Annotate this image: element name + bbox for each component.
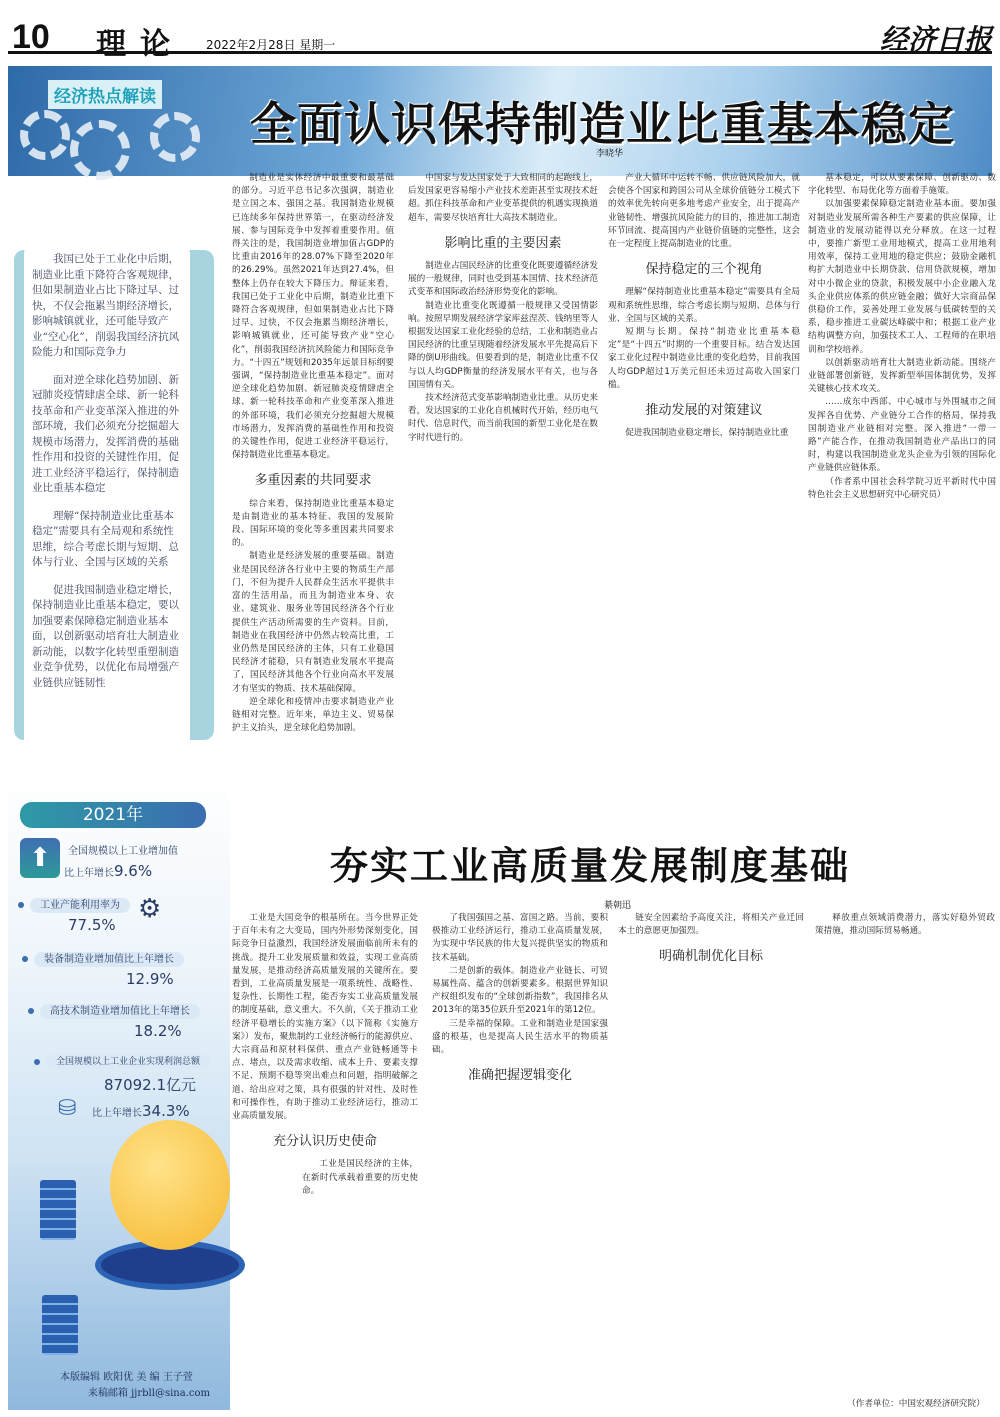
summary-point: 理解“保持制造业比重基本稳定”需要具有全局观和系统性思维，综合考虑长期与短期、总体与行业、全国与区域的关系	[32, 509, 179, 568]
paragraph: 短期与长期。保持“制造业比重基本稳定”是“十四五”时期的一个重要目标。结合发达国家工业化过程中制造业比重的变化趋势，目前我国人均GDP超过1万美元但还未迈过高收入国家门槛。	[608, 327, 800, 390]
paragraph: 链安全因素给予高度关注，将相关产业迁回本土的意愿更加强烈。	[618, 913, 804, 937]
article1-column-2	[408, 172, 598, 812]
article1-column-3	[608, 172, 800, 812]
summary-point: 促进我国制造业稳定增长，保持制造业比重基本稳定，要以加强要素保障稳定制造业基本面，以创新驱动培育壮大制造业新动能，以数字化转型重塑制造业竞争优势，以优化布局增强产业链供应链韧性	[32, 583, 179, 689]
page-number: 10	[12, 18, 50, 56]
stat-prefix: 比上年增长	[92, 1108, 142, 1119]
paragraph: 制造业比重变化既遵循一般规律又受国情影响。按照早期发展经济学家库兹涅茨、钱纳里等人根据发达国家工业化经验的总结，工业和制造业占国民经济的比重呈现随着经济发展水平先提高后下降的倒U形曲线。但要看到的是，制造业比重不仅与以人均GDP衡量的经济发展水平有关，也与各国国情有关。	[408, 300, 598, 390]
subheading: 准确把握逻辑变化	[467, 1068, 572, 1084]
server-icon	[40, 1180, 76, 1240]
gear-icon	[70, 120, 130, 180]
robot-arm-icon: ⚙	[138, 894, 162, 924]
article1-column-4	[808, 172, 996, 812]
paragraph: 了我国强国之基、富国之路。当前，要积极推动工业经济运行，推动工业高质量发展，为实现中华民族的伟大复兴提供坚实的物质和技术基础。	[432, 913, 608, 963]
page-header	[8, 14, 992, 62]
paragraph: 产业大循环中运转不畅、供应链风险加大，就会使各个国家和跨国公司从全球价值链分工模式下的效率优先转向更多地考虑产业安全，出于提高产业链韧性、增强抗风险能力的目的，推进加工制造环节回流、提高国内产业链价值链的完整性，这会在一定程度上提高制造业的比重。	[608, 173, 800, 250]
article2-column-4	[815, 912, 995, 1412]
article2-column-1	[232, 912, 418, 1412]
paragraph: 基本稳定，可以从要素保障、创新驱动、数字化转型、布局优化等方面着手施策。	[808, 173, 996, 197]
stat-label: 高技术制造业增加值比上年增长	[40, 1004, 200, 1019]
summary-point: 面对逆全球化趋势加剧、新冠肺炎疫情肆虐全球、新一轮科技革命和产业变革深入推进的外部环境，我们必须充分挖掘超大规模市场潜力，发挥消费的基础性作用和投资的关键性作用，促进工业经济平稳运行，保持制造业比重基本稳定	[32, 373, 179, 494]
paragraph: 促进我国制造业稳定增长，保持制造业比重	[625, 428, 789, 439]
stat-label: 装备制造业增加值比上年增长	[34, 952, 184, 967]
stat-value: 77.5%	[68, 916, 116, 934]
paragraph: ……成东中西部、中心城市与外围城市之间发挥各自优势、产业链分工合作的格局，保持我国制造业产业链相对完整。深入推进“一带一路”产能合作，在推动我国制造业产品出口的同时，构建以我国制造业龙头企业为引领的国际化产业链供应链体系。	[808, 397, 996, 474]
masthead-logo: 经济日报	[879, 23, 992, 56]
paragraph: 释放重点领域消费潜力，落实好稳外贸政策措施，推动国际贸易畅通。	[815, 913, 995, 937]
stat-prefix: 比上年增长	[64, 868, 114, 879]
article1-column-1	[232, 172, 394, 812]
paragraph: 理解“保持制造业比重基本稳定”需要具有全局观和系统性思维，综合考虑长期与短期、总体与行业、全国与区域的关系。	[608, 287, 800, 324]
subheading: 影响比重的主要因素	[444, 235, 562, 251]
paragraph: 制造业是经济发展的重要基础。制造业是国民经济各行业中主要的物质生产部门，不但为提升人民群众生活水平提供丰富的生活用品，而且为制造业本身、农业、建筑业、服务业等国民经济各个行业提供生产活动所需要的生产资料。目前，制造业在我国经济中仍然占较高比重，工业仍然是国民经济的主体，只有工业稳国民经济才能稳，只有制造业发展水平提高了，国民经济其他各个行业向高水平发展才有坚实的物质、技术基础保障。	[232, 551, 394, 694]
paragraph: 二是创新的载体。制造业产业链长、可贸易属性高、蕴含的创新要素多。根据世界知识产权组织发布的“全球创新指数”，我国排名从2013年的第35位跃升至2021年的第12位。	[432, 965, 608, 1016]
paragraph: 工业是大国竞争的根基所在。当今世界正处于百年未有之大变局，国内外形势深刻变化，国际竞争日益激烈，我国经济发展面临前所未有的挑战。提升工业发展质量和效益，实现工业高质量发展，是推动经济高质量发展的关键所在。要看到，工业高质量发展是一项系统性、战略性、复杂性、长期性工程，能否夯实工业高质量发展的制度基础，意义重大。不久前，《关于推动工业经济平稳增长的实施方案》（以下简称《实施方案》）发布，聚焦制约工业经济畅行的能源供应、大宗商品和原材料保供、重点产业链畅通等卡点、堵点，以及需求收缩、成本上升、要素支撑不足、预期不稳等突出难点和问题，指明破解之道、给出应对之策，具有很强的针对性、及时性和可操作性，有助于推动工业经济运行，推动工业高质量发展。	[232, 913, 418, 1122]
stat-label: 全国规模以上工业增加值	[68, 846, 178, 857]
column-tag: 经济热点解读	[48, 80, 162, 109]
stat-label: 全国规模以上工业企业实现利润总额	[46, 1055, 210, 1069]
subheading: 多重因素的共同要求	[254, 473, 372, 489]
gear-icon	[150, 112, 200, 162]
article2-author: 綦朝迅	[604, 901, 632, 911]
paragraph: 制造业是实体经济中最重要和最基础的部分。习近平总书记多次强调，制造业是立国之本、强国之基。我国制造业规模已连续多年保持世界第一，在驱动经济发展、参与国际竞争中发挥着重要作用。值得关注的是，我国制造业增加值占GDP的比重由2016年的28.07%下降至2020年的26.29%。虽然2021年达到27.4%，但整体上仍存在较大下降压力。辩证来看，我国已处于工业化中后期，制造业比重下降符合客观规律，但如果制造业占比下降过早、过快，不仅会拖累当期经济增长，影响城镇就业，还可能导致产业“空心化”，削弱我国经济抗风险能力和国际竞争力。“十四五”规划和2035年远景目标纲要强调，“保持制造业比重基本稳定”。面对逆全球化趋势加剧、新冠肺炎疫情肆虐全球、新一轮科技革命和产业变革深入推进的外部环境，我们必须充分挖掘超大规模市场潜力，发挥消费的基础性作用和投资的关键性作用，促进工业经济平稳运行，保持制造业比重基本稳定。	[232, 173, 394, 461]
submission-email[interactable]: 来稿邮箱 jjrbll@sina.com	[88, 1388, 210, 1399]
coins-icon: ⛁	[58, 1096, 77, 1121]
subheading: 保持稳定的三个视角	[645, 262, 763, 278]
article1-title: 全面认识保持制造业比重基本稳定	[250, 97, 955, 151]
stat-value: 87092.1亿元	[104, 1076, 197, 1094]
paragraph: 综合来看，保持制造业比重基本稳定是由制造业的基本特征、我国的发展阶段、国际环境的变化等多重因素共同要求的。	[232, 498, 394, 549]
subheading: 推动发展的对策建议	[645, 403, 763, 419]
paragraph: 以加强要素保障稳定制造业基本面。要加强对制造业发展所需各种生产要素的供应保障，让制造业的发展动能得以充分释放。在这一过程中，要推广新型工业用地模式，提高工业用地利用效率，保持工业用地的稳定供应；鼓励金融机构扩大制造业中长期贷款、信用贷款规模，增加对中小微企业的贷款，积极发展中小企业融入龙头企业供应体系的供应链金融；做好大宗商品保供稳价工作，妥善处理工业发展与低碳转型的关系，稳步推进工业碳达峰碳中和；根据工业产业结构调整方向，加强技术工人、工程师的在职培训和学校培养。	[808, 199, 996, 355]
stat-value: 9.6%	[114, 862, 153, 880]
editor-credits	[60, 1370, 210, 1402]
article1-author: 李晓华	[596, 149, 624, 159]
stats-year: 2021年	[20, 802, 206, 828]
author-note: （作者单位：中国宏观经济研究院）	[847, 1399, 985, 1409]
summary-panel	[24, 242, 190, 754]
paragraph: 以创新驱动培育壮大制造业新动能。围绕产业链部署创新链，发挥新型举国体制优势，发挥关键核心技术攻关。	[808, 357, 996, 395]
section-name: 理论	[96, 27, 184, 62]
subheading: 明确机制优化目标	[658, 949, 763, 965]
summary-point: 我国已处于工业化中后期，制造业比重下降符合客观规律，但如果制造业占比下降过早、过快，不仅会拖累当期经济增长，影响城镇就业，还可能导致产业“空心化”，削弱我国经济抗风险能力和国际竞争力	[32, 253, 180, 358]
subheading: 充分认识历史使命	[272, 1134, 377, 1150]
stat-value: 18.2%	[134, 1022, 182, 1040]
paragraph: 逆全球化和疫情冲击要求制造业产业链相对完整。近年来，单边主义、贸易保护主义抬头，逆全球化趋势加剧。	[232, 696, 394, 734]
gear-icon	[20, 110, 70, 160]
paragraph: 制造业占国民经济的比重变化既要遵循经济发展的一般规律，同时也受到基本国情、技术经济范式变革和国际政治经济形势变化的影响。	[408, 261, 598, 298]
article2-column-3	[618, 912, 804, 1412]
paragraph: 三是幸福的保障。工业和制造业是国家强盛的根基，也是提高人民生活水平的物质基础。	[432, 1018, 608, 1056]
paragraph: 技术经济范式变革影响制造业比重。从历史来看，发达国家的工业化自机械时代开始，经历电气时代、信息时代，而当前我国的新型工业化是在数字时代进行的。	[408, 393, 598, 443]
paragraph: 中国家与发达国家处于大致相同的起跑线上，后发国家更容易缩小产业技术差距甚至实现技术赶超。抓住科技革命和产业变革提供的机遇实现换道超车，需要尽快培育壮大高技术制造业。	[408, 173, 598, 223]
server-icon	[42, 1295, 78, 1355]
article2-title: 夯实工业高质量发展制度基础	[330, 843, 851, 888]
paragraph: 工业是国民经济的主体，在新时代承载着重要的历史使命。	[302, 1159, 418, 1196]
lightbulb-icon	[110, 1120, 230, 1250]
stat-label: 工业产能利用率为	[30, 898, 130, 913]
stat-value: 12.9%	[126, 970, 174, 988]
issue-date: 2022年2月28日 星期一	[206, 38, 336, 52]
stat-value: 34.3%	[142, 1102, 190, 1120]
editors: 本版编辑 欧阳优 美 编 王子萱	[60, 1372, 193, 1383]
house-arrow-icon: ⬆	[20, 838, 60, 878]
author-note: （作者系中国社会科学院习近平新时代中国特色社会主义思想研究中心研究员）	[808, 476, 996, 500]
article2-column-2	[432, 912, 608, 1412]
